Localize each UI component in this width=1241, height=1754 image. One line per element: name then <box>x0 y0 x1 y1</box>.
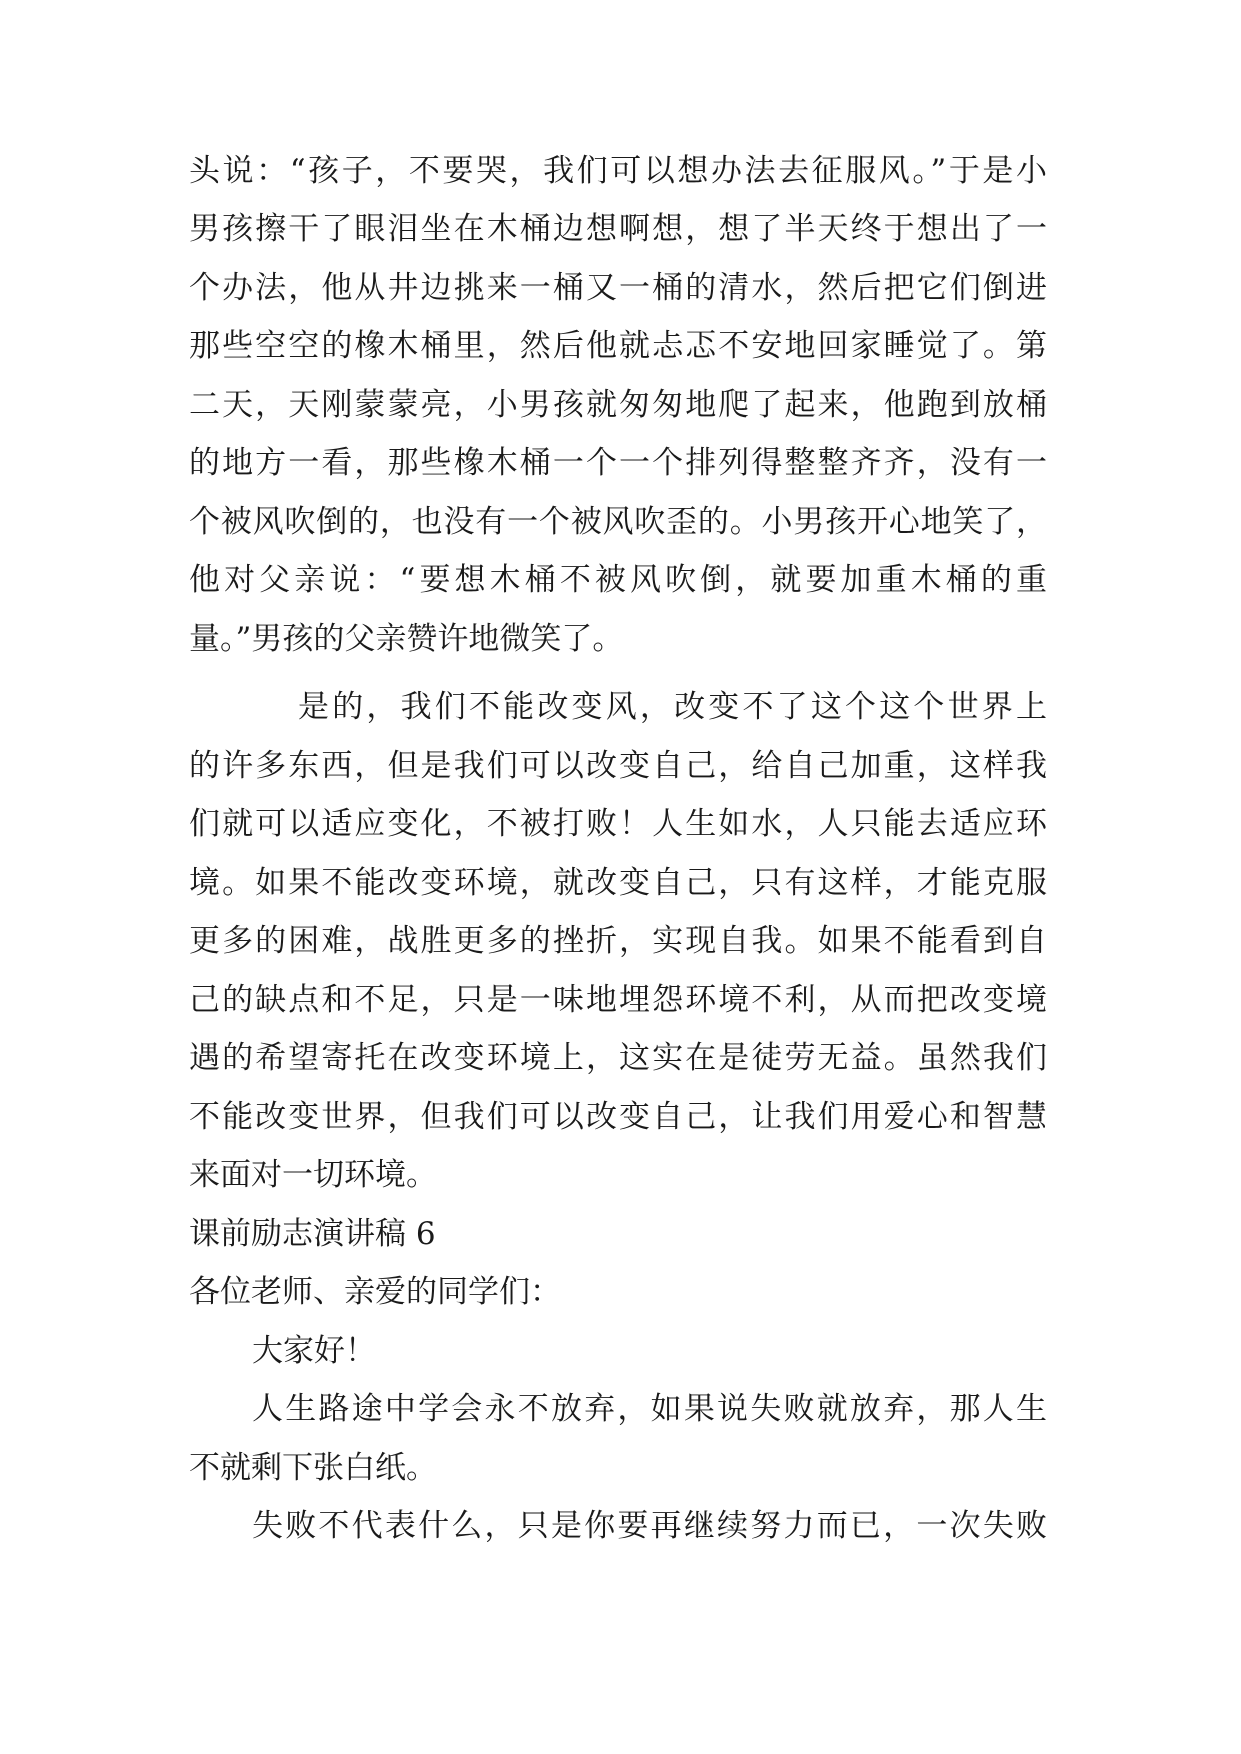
paragraph-2-line-1: 失败不代表什么，只是你要再继续努力而已，一次失败 <box>252 1508 1047 1544</box>
story-line-9: 量。”男孩的父亲赞许地微笑了。 <box>189 621 624 657</box>
salutation: 各位老师、亲爱的同学们： <box>189 1274 561 1310</box>
reflection-line-8: 不能改变世界，但我们可以改变自己，让我们用爱心和智慧 <box>189 1099 1047 1135</box>
reflection-line-6: 己的缺点和不足，只是一味地埋怨环境不利，从而把改变境 <box>189 982 1047 1018</box>
greeting: 大家好！ <box>252 1333 376 1369</box>
paragraph-1-line-1: 人生路途中学会永不放弃，如果说失败就放弃，那人生 <box>252 1391 1047 1427</box>
story-line-8: 他对父亲说：“要想木桶不被风吹倒，就要加重木桶的重 <box>189 562 1047 598</box>
story-line-3: 个办法，他从井边挑来一桶又一桶的清水，然后把它们倒进 <box>189 270 1047 306</box>
paragraph-1-line-2: 不就剩下张白纸。 <box>189 1450 437 1486</box>
story-line-1: 头说：“孩子，不要哭，我们可以想办法去征服风。”于是小 <box>189 153 1047 189</box>
story-line-5: 二天，天刚蒙蒙亮，小男孩就匆匆地爬了起来，他跑到放桶 <box>189 387 1047 423</box>
reflection-line-2: 的许多东西，但是我们可以改变自己，给自己加重，这样我 <box>189 748 1047 784</box>
section-title: 课前励志演讲稿 6 <box>189 1216 436 1252</box>
reflection-line-5: 更多的困难，战胜更多的挫折，实现自我。如果不能看到自 <box>189 923 1047 959</box>
story-line-4: 那些空空的橡木桶里，然后他就忐忑不安地回家睡觉了。第 <box>189 328 1047 364</box>
reflection-line-3: 们就可以适应变化，不被打败！人生如水，人只能去适应环 <box>189 806 1047 842</box>
story-line-2: 男孩擦干了眼泪坐在木桶边想啊想，想了半天终于想出了一 <box>189 211 1047 247</box>
reflection-line-1: 是的，我们不能改变风，改变不了这个这个世界上 <box>298 689 1047 725</box>
reflection-line-9: 来面对一切环境。 <box>189 1157 437 1193</box>
reflection-line-7: 遇的希望寄托在改变环境上，这实在是徒劳无益。虽然我们 <box>189 1040 1047 1076</box>
reflection-line-4: 境。如果不能改变环境，就改变自己，只有这样，才能克服 <box>189 865 1047 901</box>
story-line-7: 个被风吹倒的，也没有一个被风吹歪的。小男孩开心地笑了， <box>189 504 1047 540</box>
story-line-6: 的地方一看，那些橡木桶一个一个排列得整整齐齐，没有一 <box>189 445 1047 481</box>
